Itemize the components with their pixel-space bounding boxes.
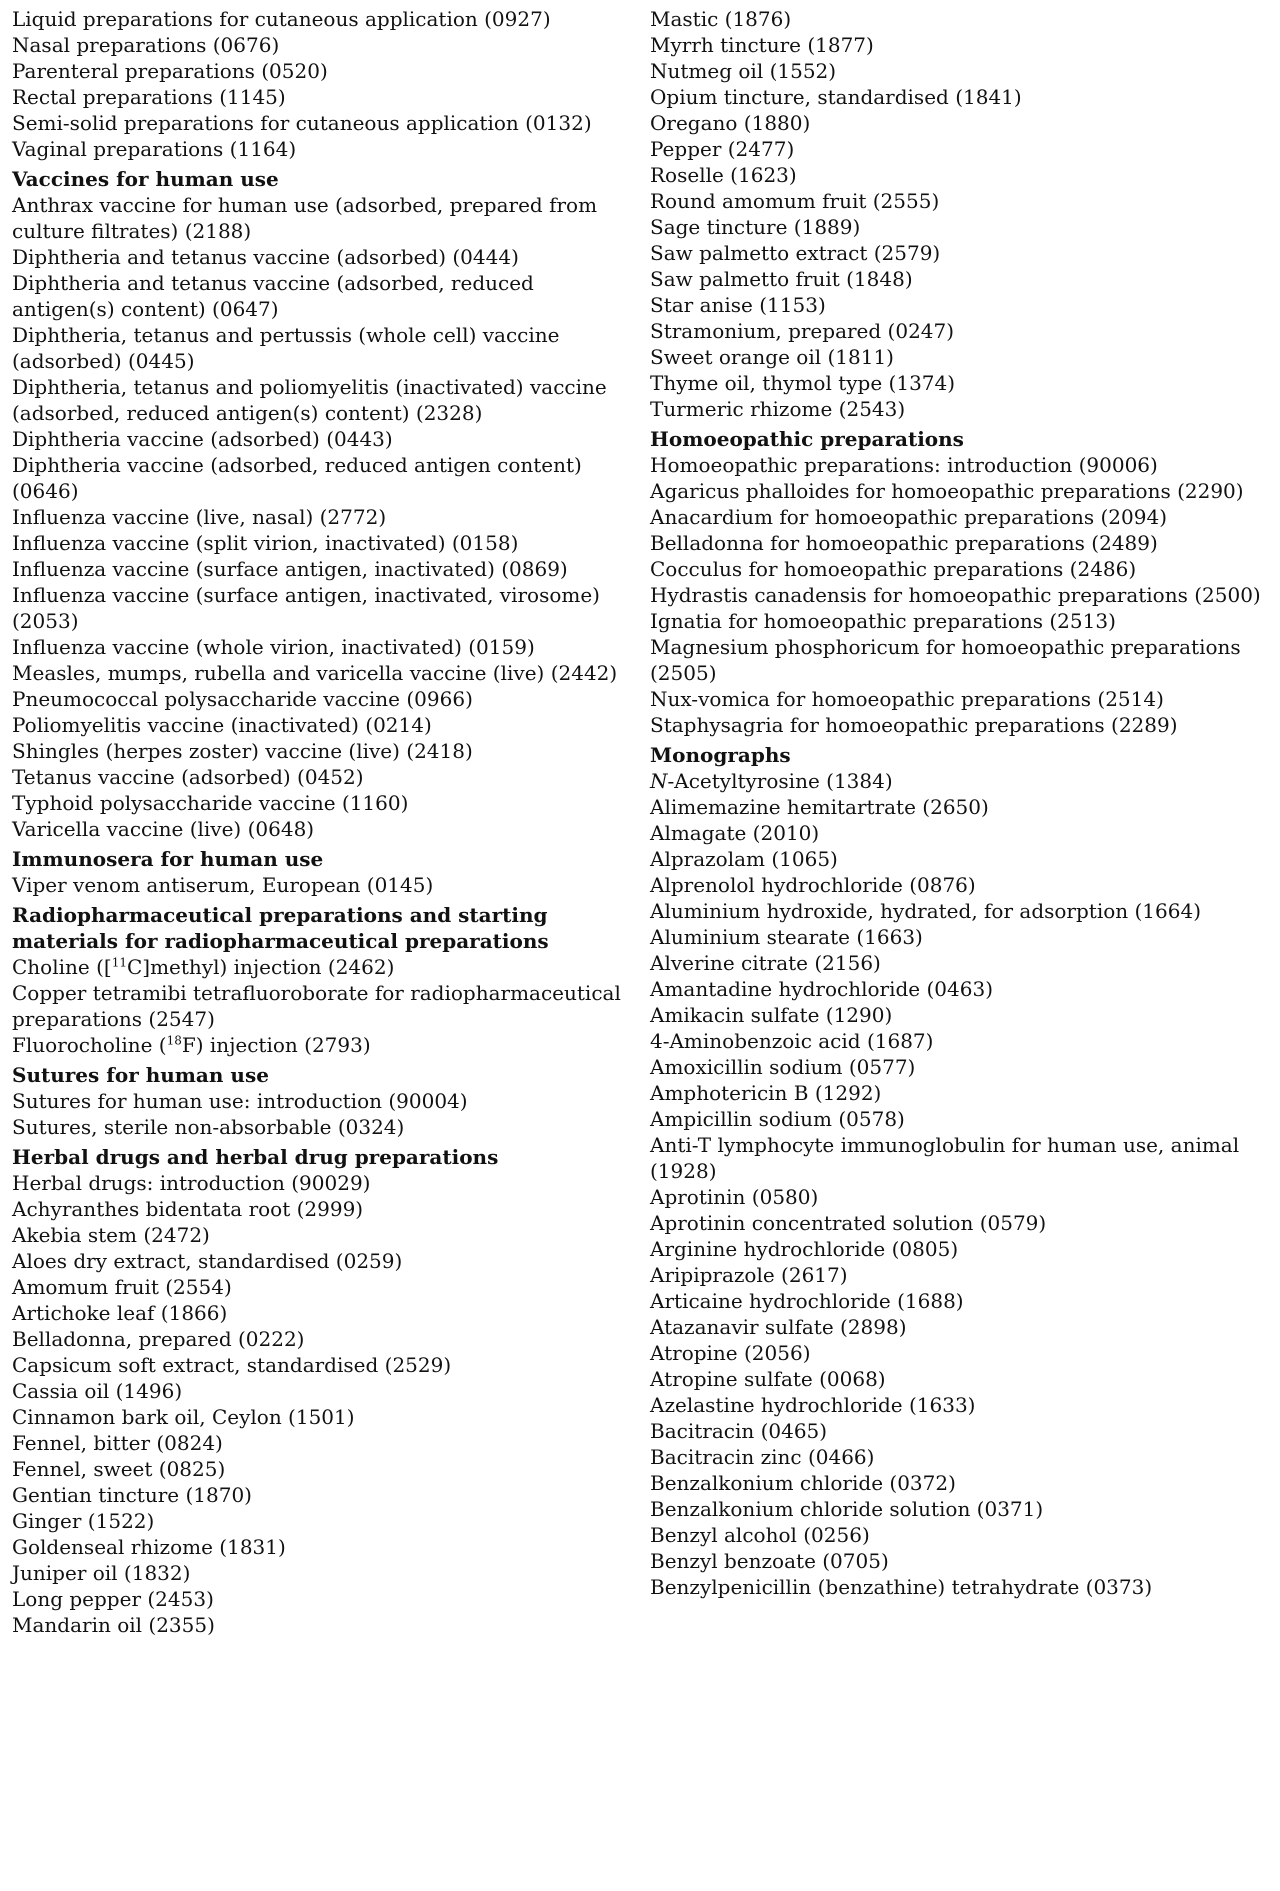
- list-item: Fennel, bitter (0824): [12, 1431, 223, 1455]
- list-item: Alprenolol hydrochloride (0876): [650, 873, 976, 897]
- section-heading: Sutures for human use: [12, 1063, 269, 1087]
- list-item: Mandarin oil (2355): [12, 1613, 215, 1637]
- list-item: Copper tetramibi tetrafluoroborate for radiopharmaceutical preparations (2547): [12, 981, 621, 1031]
- list-item: Atazanavir sulfate (2898): [650, 1315, 907, 1339]
- list-item: Capsicum soft extract, standardised (2529): [12, 1353, 452, 1377]
- list-item: Diphtheria, tetanus and pertussis (whole cell) vaccine (adsorbed) (0445): [12, 323, 560, 373]
- list-item: Saw palmetto extract (2579): [650, 241, 941, 265]
- list-item: Ignatia for homoeopathic preparations (2513): [650, 609, 1116, 633]
- list-item: [12, 954, 632, 980]
- list-item: Amphotericin B (1292): [650, 1081, 882, 1105]
- list-item: Belladonna, prepared (0222): [12, 1327, 305, 1351]
- list-item: Herbal drugs: introduction (90029): [12, 1171, 371, 1195]
- list-item: Mastic (1876): [650, 7, 792, 31]
- list-item: Liquid preparations for cutaneous application (0927): [12, 7, 551, 31]
- list-item: Almagate (2010): [650, 821, 820, 845]
- isotope-superscript: 18: [166, 1033, 182, 1048]
- list-item: Parenteral preparations (0520): [12, 59, 328, 83]
- list-item: Nutmeg oil (1552): [650, 59, 837, 83]
- section-heading: Vaccines for human use: [12, 167, 279, 191]
- list-item: Long pepper (2453): [12, 1587, 214, 1611]
- list-item: Bacitracin (0465): [650, 1419, 828, 1443]
- list-item: Sweet orange oil (1811): [650, 345, 894, 369]
- list-item: Influenza vaccine (live, nasal) (2772): [12, 505, 387, 529]
- list-item: [650, 768, 1274, 794]
- list-item: Sutures for human use: introduction (90004): [12, 1089, 468, 1113]
- list-item: Oregano (1880): [650, 111, 811, 135]
- list-item: Typhoid polysaccharide vaccine (1160): [12, 791, 409, 815]
- list-item: Fennel, sweet (0825): [12, 1457, 226, 1481]
- list-item: Aloes dry extract, standardised (0259): [12, 1249, 403, 1273]
- list-item-text: F) injection (2793): [181, 1033, 371, 1057]
- list-item: Benzyl benzoate (0705): [650, 1549, 889, 1573]
- list-item: Shingles (herpes zoster) vaccine (live) (2418): [12, 739, 473, 763]
- list-item: Atropine sulfate (0068): [650, 1367, 886, 1391]
- list-item: Alimemazine hemitartrate (2650): [650, 795, 989, 819]
- list-item: Benzyl alcohol (0256): [650, 1523, 870, 1547]
- list-item: Belladonna for homoeopathic preparations (2489): [650, 531, 1158, 555]
- list-item: [12, 1032, 632, 1058]
- list-item: Aluminium stearate (1663): [650, 925, 923, 949]
- section-heading: Herbal drugs and herbal drug preparations: [12, 1145, 499, 1169]
- list-item: Agaricus phalloides for homoeopathic preparations (2290): [650, 479, 1244, 503]
- list-item: Arginine hydrochloride (0805): [650, 1237, 959, 1261]
- left-column: [12, 6, 632, 1638]
- list-item: Staphysagria for homoeopathic preparations (2289): [650, 713, 1178, 737]
- list-item: Hydrastis canadensis for homoeopathic preparations (2500): [650, 583, 1261, 607]
- list-item: Turmeric rhizome (2543): [650, 397, 906, 421]
- list-item: Pneumococcal polysaccharide vaccine (0966): [12, 687, 473, 711]
- list-item: Influenza vaccine (whole virion, inactivated) (0159): [12, 635, 535, 659]
- list-item: Benzalkonium chloride (0372): [650, 1471, 956, 1495]
- list-item: Alprazolam (1065): [650, 847, 838, 871]
- list-item: Benzylpenicillin (benzathine) tetrahydrate (0373): [650, 1575, 1153, 1599]
- section-heading: Homoeopathic preparations: [650, 427, 964, 451]
- list-item: Ampicillin sodium (0578): [650, 1107, 905, 1131]
- list-item: Cocculus for homoeopathic preparations (2486): [650, 557, 1137, 581]
- list-item: Akebia stem (2472): [12, 1223, 210, 1247]
- list-item: Measles, mumps, rubella and varicella vaccine (live) (2442): [12, 661, 618, 685]
- list-item: Nux-vomica for homoeopathic preparations (2514): [650, 687, 1164, 711]
- list-item: Diphtheria vaccine (adsorbed) (0443): [12, 427, 393, 451]
- list-item: 4-Aminobenzoic acid (1687): [650, 1029, 934, 1053]
- list-item: Influenza vaccine (split virion, inactivated) (0158): [12, 531, 519, 555]
- list-item: Star anise (1153): [650, 293, 826, 317]
- list-item: Alverine citrate (2156): [650, 951, 881, 975]
- list-item: Thyme oil, thymol type (1374): [650, 371, 956, 395]
- list-item: Anti-T lymphocyte immunoglobulin for human use, animal (1928): [650, 1133, 1240, 1183]
- list-item: Anacardium for homoeopathic preparations (2094): [650, 505, 1167, 529]
- list-item: Cinnamon bark oil, Ceylon (1501): [12, 1405, 355, 1429]
- list-item: Ginger (1522): [12, 1509, 155, 1533]
- list-item-text: Fluorocholine (: [12, 1033, 167, 1057]
- list-item: Anthrax vaccine for human use (adsorbed, prepared from culture filtrates) (2188): [12, 193, 598, 243]
- list-item: Pepper (2477): [650, 137, 795, 161]
- list-item: Semi-solid preparations for cutaneous application (0132): [12, 111, 592, 135]
- list-item: Round amomum fruit (2555): [650, 189, 940, 213]
- list-item: Gentian tincture (1870): [12, 1483, 252, 1507]
- list-item: Viper venom antiserum, European (0145): [12, 873, 434, 897]
- list-item: Achyranthes bidentata root (2999): [12, 1197, 364, 1221]
- italic-prefix: N: [650, 769, 668, 793]
- list-item: Diphtheria and tetanus vaccine (adsorbed) (0444): [12, 245, 519, 269]
- list-item: Diphtheria and tetanus vaccine (adsorbed, reduced antigen(s) content) (0647): [12, 271, 534, 321]
- list-item: Opium tincture, standardised (1841): [650, 85, 1022, 109]
- list-item: Tetanus vaccine (adsorbed) (0452): [12, 765, 364, 789]
- list-item: Benzalkonium chloride solution (0371): [650, 1497, 1044, 1521]
- list-item: Homoeopathic preparations: introduction (90006): [650, 453, 1158, 477]
- list-item: Sutures, sterile non-absorbable (0324): [12, 1115, 405, 1139]
- list-item: Nasal preparations (0676): [12, 33, 280, 57]
- list-item: Amoxicillin sodium (0577): [650, 1055, 916, 1079]
- list-item: Aripiprazole (2617): [650, 1263, 848, 1287]
- list-item: Cassia oil (1496): [12, 1379, 183, 1403]
- list-item: Aluminium hydroxide, hydrated, for adsorption (1664): [650, 899, 1202, 923]
- list-item: Diphtheria vaccine (adsorbed, reduced antigen content) (0646): [12, 453, 582, 503]
- section-heading: Immunosera for human use: [12, 847, 324, 871]
- list-item: Influenza vaccine (surface antigen, inactivated, virosome) (2053): [12, 583, 600, 633]
- isotope-superscript: 11: [111, 955, 127, 970]
- list-item-text: Choline ([: [12, 955, 112, 979]
- list-item: Vaginal preparations (1164): [12, 137, 297, 161]
- list-item: Amantadine hydrochloride (0463): [650, 977, 994, 1001]
- list-item: Diphtheria, tetanus and poliomyelitis (inactivated) vaccine (adsorbed, reduced antigen(s) content) (2328): [12, 375, 607, 425]
- list-item: Myrrh tincture (1877): [650, 33, 874, 57]
- list-item: Sage tincture (1889): [650, 215, 861, 239]
- list-item: Magnesium phosphoricum for homoeopathic preparations (2505): [650, 635, 1241, 685]
- right-column: [650, 6, 1274, 1600]
- list-item: Amikacin sulfate (1290): [650, 1003, 893, 1027]
- section-heading: Monographs: [650, 743, 791, 767]
- list-item: Bacitracin zinc (0466): [650, 1445, 875, 1469]
- list-item: Stramonium, prepared (0247): [650, 319, 955, 343]
- list-item: Goldenseal rhizome (1831): [12, 1535, 286, 1559]
- section-heading: Radiopharmaceutical preparations and starting materials for radiopharmaceutical preparations: [12, 903, 549, 953]
- list-item-text: C]methyl) injection (2462): [126, 955, 395, 979]
- list-item: Saw palmetto fruit (1848): [650, 267, 913, 291]
- list-item: Articaine hydrochloride (1688): [650, 1289, 964, 1313]
- list-item: Atropine (2056): [650, 1341, 811, 1365]
- list-item: Amomum fruit (2554): [12, 1275, 232, 1299]
- list-item: Influenza vaccine (surface antigen, inactivated) (0869): [12, 557, 568, 581]
- list-item: Aprotinin concentrated solution (0579): [650, 1211, 1047, 1235]
- list-item: Artichoke leaf (1866): [12, 1301, 228, 1325]
- list-item: Varicella vaccine (live) (0648): [12, 817, 315, 841]
- list-item: Rectal preparations (1145): [12, 85, 286, 109]
- list-item: Azelastine hydrochloride (1633): [650, 1393, 976, 1417]
- list-item: Juniper oil (1832): [12, 1561, 191, 1585]
- list-item: Aprotinin (0580): [650, 1185, 819, 1209]
- list-item: Poliomyelitis vaccine (inactivated) (0214): [12, 713, 432, 737]
- list-item-text: -Acetyltyrosine (1384): [667, 769, 893, 793]
- list-item: Roselle (1623): [650, 163, 797, 187]
